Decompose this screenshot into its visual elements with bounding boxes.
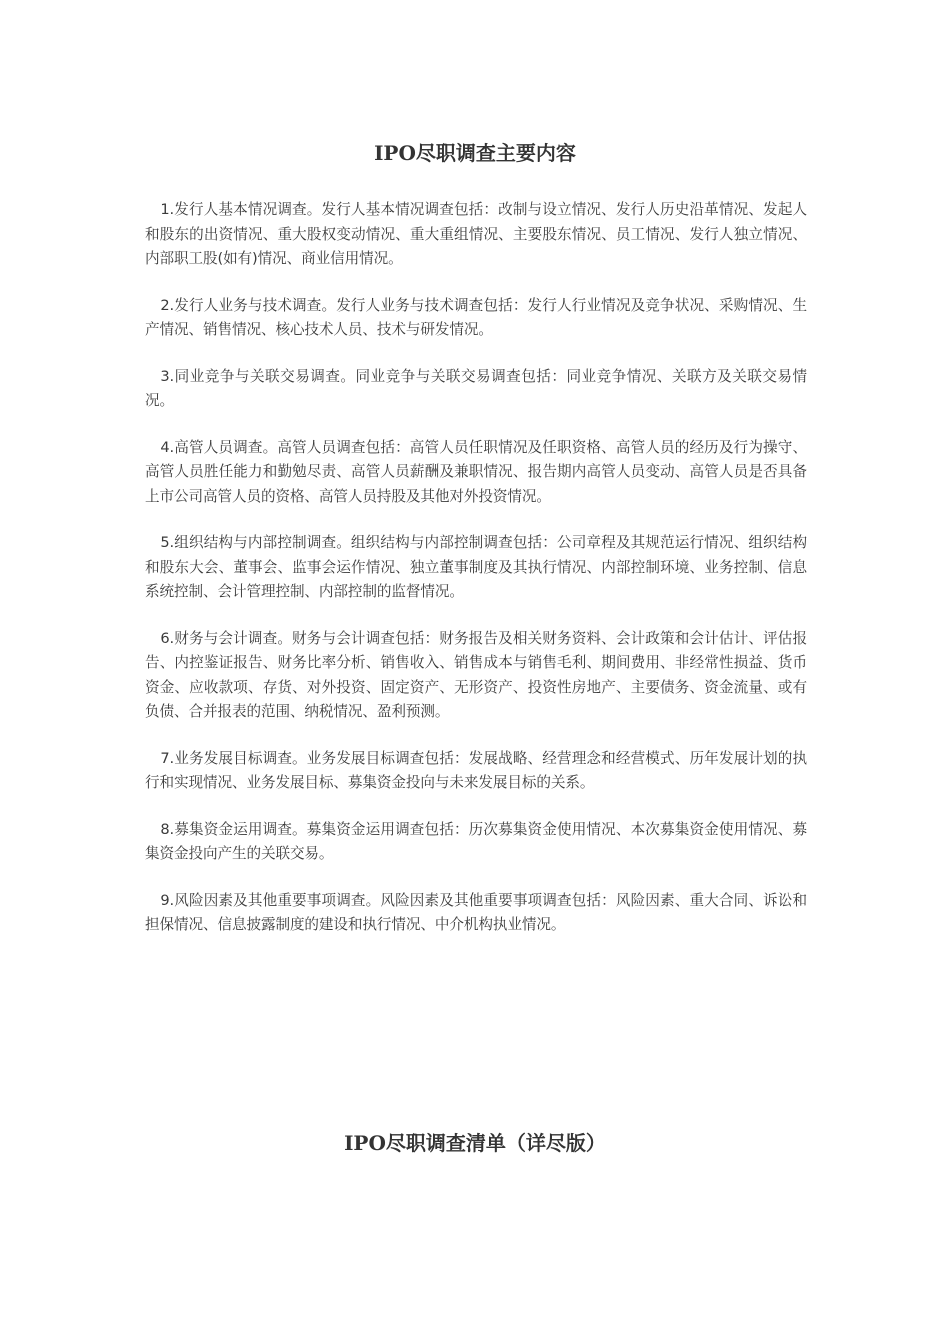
- section-fund-usage: 8.募集资金运用调查。募集资金运用调查包括：历次募集资金使用情况、本次募集资金使用情况、募集资金投向产生的关联交易。: [145, 820, 807, 862]
- section-finance-accounting: 6.财务与会计调查。财务与会计调查包括：财务报告及相关财务资料、会计政策和会计估计、评估报告、内控鉴证报告、财务比率分析、销售收入、销售成本与销售毛利、期间费用、非经常性损益、货币资金、应收款项、存货、对外投资、固定资产、无形资产、投资性房地产、主要债务、资金流量、或有负债、合并报表的范围、纳税情况、盈利预测。: [145, 629, 807, 720]
- section-basic-info: 1.发行人基本情况调查。发行人基本情况调查包括：改制与设立情况、发行人历史沿革情况、发起人和股东的出资情况、重大股权变动情况、重大重组情况、主要股东情况、员工情况、发行人独立情况、内部职工股(如有)情况、商业信用情况。: [145, 201, 807, 267]
- section-list: [145, 198, 807, 960]
- section-executives: 4.高管人员调查。高管人员调查包括：高管人员任职情况及任职资格、高管人员的经历及行为操守、高管人员胜任能力和勤勉尽责、高管人员薪酬及兼职情况、报告期内高管人员变动、高管人员是否具备上市公司高管人员的资格、高管人员持股及其他对外投资情况。: [145, 438, 807, 505]
- section-business-goals: 7.业务发展目标调查。业务发展目标调查包括：发展战略、经营理念和经营模式、历年发展计划的执行和实现情况、业务发展目标、募集资金投向与未来发展目标的关系。: [145, 749, 807, 791]
- section-business-technology: 2.发行人业务与技术调查。发行人业务与技术调查包括：发行人行业情况及竞争状况、采购情况、生产情况、销售情况、核心技术人员、技术与研发情况。: [145, 296, 807, 338]
- checklist-title: IPO尽职调查清单（详尽版）: [344, 1131, 606, 1155]
- section-competition-related-transactions: 3.同业竞争与关联交易调查。同业竞争与关联交易调查包括：同业竞争情况、关联方及关联交易情况。: [145, 367, 807, 409]
- section-organization-internal-control: 5.组织结构与内部控制调查。组织结构与内部控制调查包括：公司章程及其规范运行情况、组织结构和股东大会、董事会、监事会运作情况、独立董事制度及其执行情况、内部控制环境、业务控制、信息系统控制、会计管理控制、内部控制的监督情况。: [145, 534, 807, 600]
- document-title: IPO尽职调查主要内容: [374, 141, 576, 165]
- section-risk-factors: 9.风险因素及其他重要事项调查。风险因素及其他重要事项调查包括：风险因素、重大合同、诉讼和担保情况、信息披露制度的建设和执行情况、中介机构执业情况。: [145, 891, 807, 933]
